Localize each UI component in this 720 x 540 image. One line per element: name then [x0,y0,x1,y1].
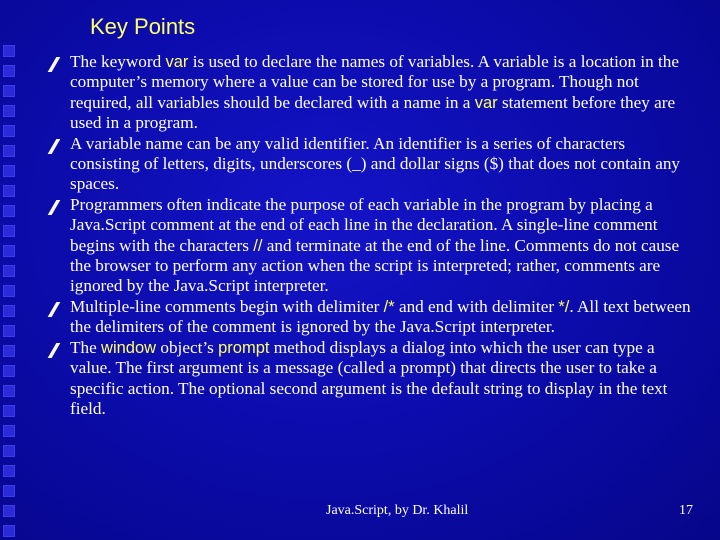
bullet-marker [48,57,61,72]
bullet-text: Programmers often indicate the purpose of each variable in the program by placing a Java.Script comment at the end of each line in the declaration. A single-line comment begins with the characters [70,194,658,255]
keyword-code: prompt [218,338,270,357]
bullet-marker [48,200,61,215]
strip-square [3,465,15,477]
bullet-text: Multiple-line comments begin with delimiter [70,296,384,316]
strip-square [3,345,15,357]
strip-square [3,125,15,137]
strip-square [3,265,15,277]
bullet-text: statement before they are used in a program. [70,92,676,133]
strip-square [3,165,15,177]
strip-square [3,385,15,397]
strip-square [3,525,15,537]
strip-square [3,505,15,517]
bullet-text: and terminate at the end of the line. Comments do not cause the browser to perform any action when the script is interpreted; rather, comments are ignored by the Java.Script interpreter. [70,235,680,296]
keyword-code: var [165,53,189,71]
left-decorative-strip [0,0,16,540]
bullet-text: The [70,337,102,357]
bullet-marker [48,343,61,358]
bullet-marker [48,139,61,154]
strip-square [3,65,15,77]
bullet-text: The keyword [70,52,166,71]
bullet-marker [48,302,61,317]
strip-square [3,105,15,117]
strip-square [3,85,15,97]
strip-square [3,225,15,237]
bullet-text: object’s [156,337,219,357]
bullet-item [44,195,696,297]
strip-square [3,425,15,437]
footer-author: Java.Script, by Dr. Khalil [326,503,469,518]
strip-square [3,325,15,337]
strip-square [3,445,15,457]
bullet-list [44,52,696,419]
bullet-item [44,52,696,134]
bullet-text: method displays a dialog into which the user can type a value. The first argument is a message (called a prompt) that directs the user to take a specific action. The optional second argument is the default string to display in the text field. [70,337,668,418]
strip-square [3,365,15,377]
bullet-item [44,338,696,420]
strip-square [3,285,15,297]
strip-square [3,205,15,217]
strip-square [3,485,15,497]
keyword-code: // [253,236,263,255]
slide-title: Key Points [90,14,196,39]
page-number: 17 [679,503,693,518]
bullet-text: . All text between the delimiters of the comment is ignored by the Java.Script interpreter. [70,296,691,337]
keyword-code: /* [383,297,395,316]
keyword-code: window [101,338,157,357]
bullet-item [44,134,696,195]
bullet-item [44,297,696,338]
bullet-text: A variable name can be any valid identifier. An identifier is a series of characters consisting of letters, digits, underscores (_) and dollar signs ($) that does not contain any spaces. [70,133,681,194]
keyword-code: */ [558,297,570,316]
strip-square [3,405,15,417]
strip-square [3,305,15,317]
bullet-text: and end with delimiter [394,296,559,316]
strip-square [3,45,15,57]
bullet-text: is used to declare the names of variables. A variable is a location in the computer’s memory where a value can be stored for use by a program. Though not required, all variables should be declared with a name in a [70,52,680,112]
strip-square [3,145,15,157]
strip-square [3,245,15,257]
strip-square [3,185,15,197]
keyword-code: var [474,93,498,112]
